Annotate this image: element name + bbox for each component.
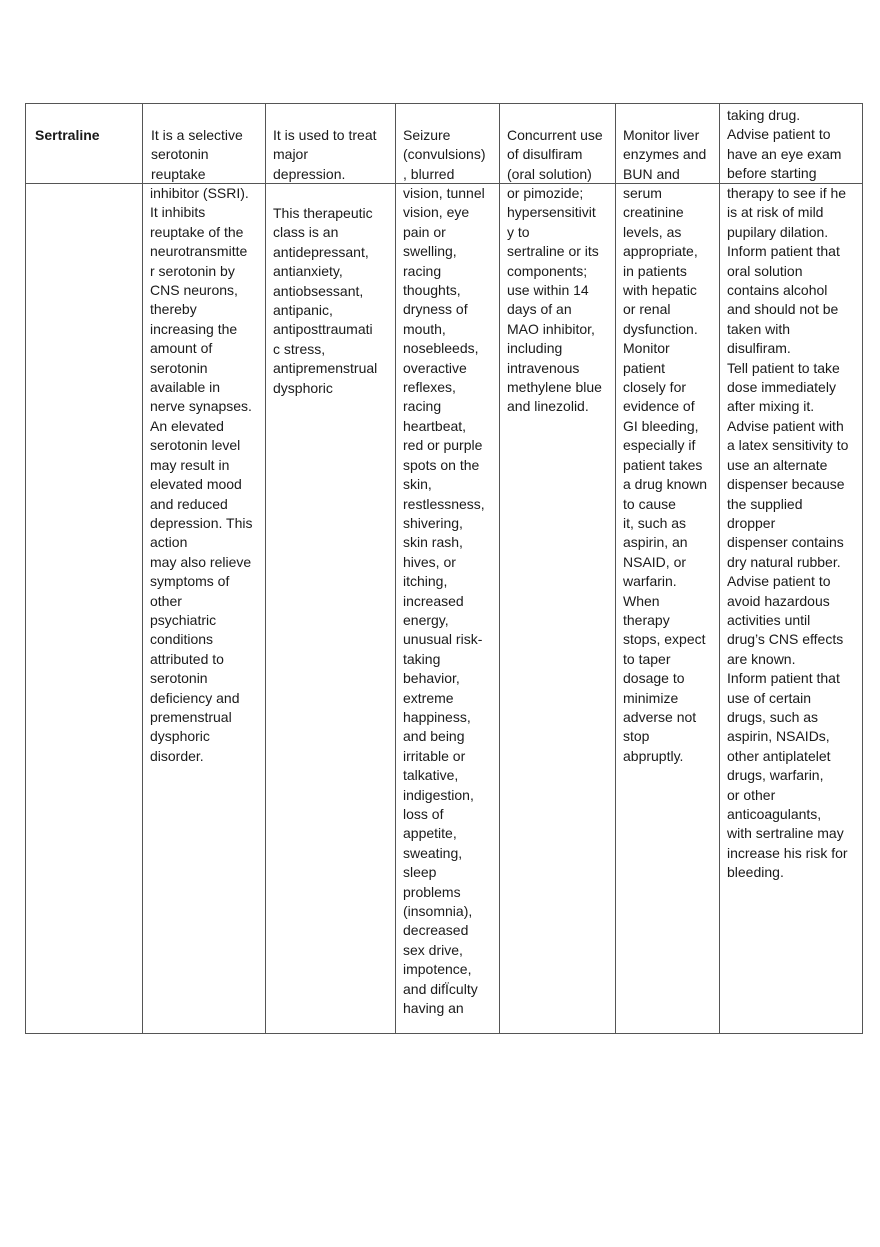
drug-name-cell: Sertraline bbox=[35, 127, 100, 143]
indication-header-cell: It is used to treat major depression. bbox=[273, 127, 377, 182]
monitoring-header-cell: Monitor liver enzymes and BUN and bbox=[623, 127, 707, 182]
column-divider bbox=[499, 104, 500, 1033]
column-divider bbox=[265, 104, 266, 1033]
adverse-effects-body-cell: vision, tunnel vision, eye pain or swelling, racing thoughts, dryness of mouth, nosebleeds, overactive reflexes, racing heartbeat, red or purple spots on the skin, restlessness, shivering, skin rash, hives, or itching, increased energy, unusual risk- taking behavior, extreme happiness, and being irritable or talkative, indigestion, loss of appetite, sweating, sleep problems (insomnia), decreased sex drive, impotence, and difÏculty having an bbox=[403, 185, 485, 1017]
monitoring-body-cell: serum creatinine levels, as appropriate, in patients with hepatic or renal dysfunction. Monitor patient closely for evidence of GI bleeding, especially if patient takes a drug known to cause it, such as aspirin, an NSAID, or warfarin. When therapy stops, expect to taper dosage to minimize adverse not stop abpruptly. bbox=[623, 185, 708, 764]
teaching-header-cell: taking drug. Advise patient to have an eye exam before starting bbox=[727, 107, 842, 182]
indication-body-cell: This therapeutic class is an antidepressant, antianxiety, antiobsessant, antipanic, antiposttraumati c stress, antipremenstrual dysphoric bbox=[273, 205, 378, 396]
mechanism-body-cell: inhibitor (SSRI). It inhibits reuptake of the neurotransmitte r serotonin by CNS neurons, thereby increasing the amount of serotonin available in nerve synapses. An elevated serotonin level may result in elevated mood and reduced depression. This action may also relieve symptoms of other psychiatric conditions attributed to serotonin deficiency and premenstrual dysphoric disorder. bbox=[150, 185, 253, 764]
column-divider bbox=[615, 104, 616, 1033]
drug-table bbox=[25, 103, 863, 1034]
adverse-effects-header-cell: Seizure (convulsions) , blurred bbox=[403, 127, 486, 182]
contraindications-header-cell: Concurrent use of disulfiram (oral solution) bbox=[507, 127, 603, 182]
column-divider bbox=[142, 104, 143, 1033]
teaching-body-cell: therapy to see if he is at risk of mild pupilary dilation. Inform patient that oral solution contains alcohol and should not be taken with disulfiram. Tell patient to take dose immediately after mixing it. Advise patient with a latex sensitivity to use an alternate dispenser because the supplied dropper dispenser contains dry natural rubber. Advise patient to avoid hazardous activities until drug’s CNS effects are known. Inform patient that use of certain drugs, such as aspirin, NSAIDs, other antiplatelet drugs, warfarin, or other anticoagulants, with sertraline may increase his risk for bleeding. bbox=[727, 185, 849, 881]
contraindications-body-cell: or pimozide; hypersensitivit y to sertraline or its components; use within 14 days of an MAO inhibitor, including intravenous methylene blue and linezolid. bbox=[507, 185, 602, 415]
mechanism-header-cell: It is a selective serotonin reuptake bbox=[151, 127, 243, 182]
column-divider bbox=[719, 104, 720, 1033]
column-divider bbox=[395, 104, 396, 1033]
